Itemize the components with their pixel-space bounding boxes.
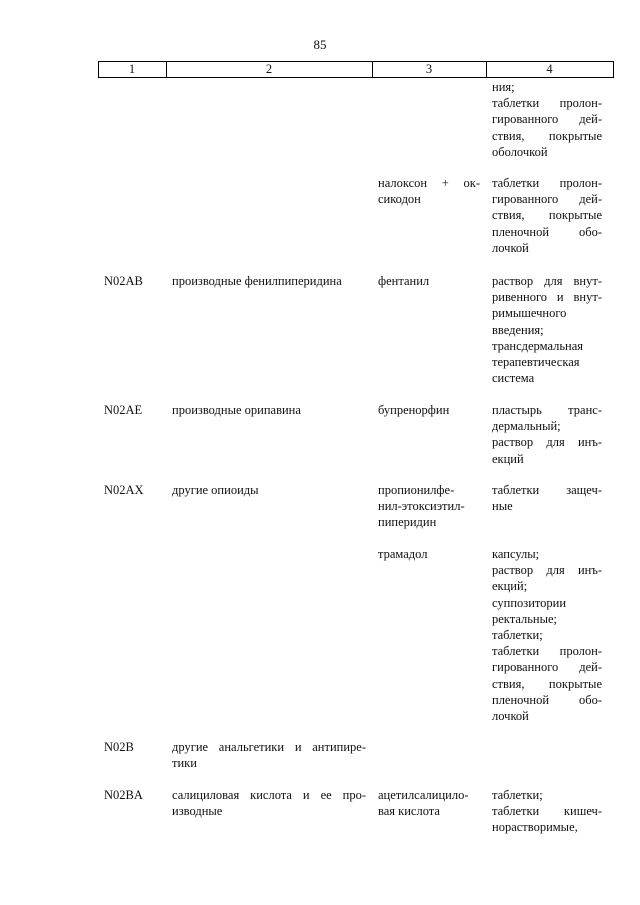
header-col-2: 2: [265, 62, 273, 76]
form-cell: [492, 482, 602, 514]
form-cell: [492, 79, 602, 160]
cell-line: таблетки пролон-: [492, 644, 602, 659]
cell-line: оболочкой: [492, 144, 548, 159]
cell-line: ривенного и внут-: [492, 290, 602, 305]
cell-line: норастворимые,: [492, 820, 578, 835]
cell-line: ректальные;: [492, 611, 558, 626]
group-cell: [172, 273, 368, 289]
cell-line: гированного дей-: [492, 112, 602, 127]
atc-code-cell: [104, 787, 164, 803]
cell-line: капсулы;: [492, 547, 540, 561]
cell-line: вая кислота: [378, 804, 440, 819]
cell-line: таблетки пролон-: [492, 96, 602, 111]
drug-cell: [378, 546, 480, 562]
form-cell: [492, 175, 602, 256]
cell-line: производные орипавина: [172, 403, 301, 417]
cell-line: пластырь транс-: [492, 403, 602, 417]
cell-line: производные фенилпиперидина: [172, 274, 342, 288]
cell-line: ные: [492, 499, 513, 514]
cell-line: пропионилфе-: [378, 483, 455, 497]
cell-line: пиперидин: [378, 515, 437, 530]
cell-line: изводные: [172, 804, 223, 819]
form-cell: [492, 273, 602, 386]
header-col-1: 1: [128, 62, 136, 76]
group-cell: [172, 787, 366, 819]
cell-line: таблетки защеч-: [492, 483, 602, 497]
cell-line: гированного дей-: [492, 192, 602, 207]
cell-line: терапевтическая: [492, 355, 580, 370]
cell-line: ния;: [492, 80, 515, 94]
cell-line: гированного дей-: [492, 660, 602, 675]
cell-line: N02AX: [104, 483, 144, 497]
cell-line: введения;: [492, 322, 544, 337]
drug-cell: [378, 175, 480, 207]
cell-line: трансдермальная: [492, 338, 584, 353]
cell-line: другие анальгетики и антипире-: [172, 740, 366, 754]
atc-code-cell: [104, 739, 164, 755]
drug-cell: [378, 273, 480, 289]
cell-line: сикодон: [378, 192, 421, 207]
cell-line: екций: [492, 451, 524, 466]
cell-line: система: [492, 371, 535, 386]
cell-line: N02BA: [104, 788, 143, 802]
cell-line: N02AE: [104, 403, 143, 417]
cell-line: суппозитории: [492, 595, 567, 610]
cell-line: раствор для внут-: [492, 274, 602, 288]
cell-line: раствор для инъ-: [492, 435, 602, 450]
cell-line: ацетилсалицило-: [378, 788, 469, 802]
cell-line: таблетки кишеч-: [492, 804, 602, 819]
cell-line: екций;: [492, 579, 528, 594]
form-cell: [492, 787, 602, 836]
header-border-right: [613, 61, 614, 78]
header-col-4: 4: [546, 62, 553, 76]
cell-line: римышечного: [492, 306, 567, 321]
cell-line: другие опиоиды: [172, 483, 259, 497]
group-cell: [172, 482, 368, 498]
cell-line: N02B: [104, 740, 134, 754]
cell-line: пленочной обо-: [492, 692, 602, 707]
cell-line: фентанил: [378, 274, 430, 288]
cell-line: тики: [172, 756, 197, 771]
cell-line: раствор для инъ-: [492, 563, 602, 578]
drug-cell: [378, 787, 476, 819]
cell-line: трамадол: [378, 547, 428, 561]
cell-line: таблетки пролон-: [492, 176, 602, 190]
group-cell: [172, 739, 366, 771]
cell-line: бупренорфин: [378, 403, 450, 417]
form-cell: [492, 546, 602, 724]
cell-line: налоксон + ок-: [378, 176, 480, 190]
cell-line: салициловая кислота и ее про-: [172, 788, 366, 802]
cell-line: лочкой: [492, 240, 529, 255]
drug-cell: [378, 402, 480, 418]
form-cell: [492, 402, 602, 467]
cell-line: ствия, покрытые: [492, 128, 602, 143]
page-number: 85: [313, 37, 327, 52]
cell-line: ствия, покрытые: [492, 676, 602, 691]
drug-cell: [378, 482, 480, 531]
atc-code-cell: [104, 273, 164, 289]
cell-line: лочкой: [492, 709, 529, 724]
cell-line: N02AB: [104, 274, 143, 288]
cell-line: дермальный;: [492, 419, 561, 434]
header-col-3: 3: [425, 62, 433, 76]
cell-line: ствия, покрытые: [492, 208, 602, 223]
atc-code-cell: [104, 482, 164, 498]
table-header-bottom-rule: [98, 77, 614, 78]
atc-code-cell: [104, 402, 164, 418]
cell-line: нил-этоксиэтил-: [378, 499, 465, 514]
cell-line: таблетки;: [492, 788, 543, 802]
cell-line: пленочной обо-: [492, 224, 602, 239]
cell-line: таблетки;: [492, 628, 543, 643]
group-cell: [172, 402, 368, 418]
